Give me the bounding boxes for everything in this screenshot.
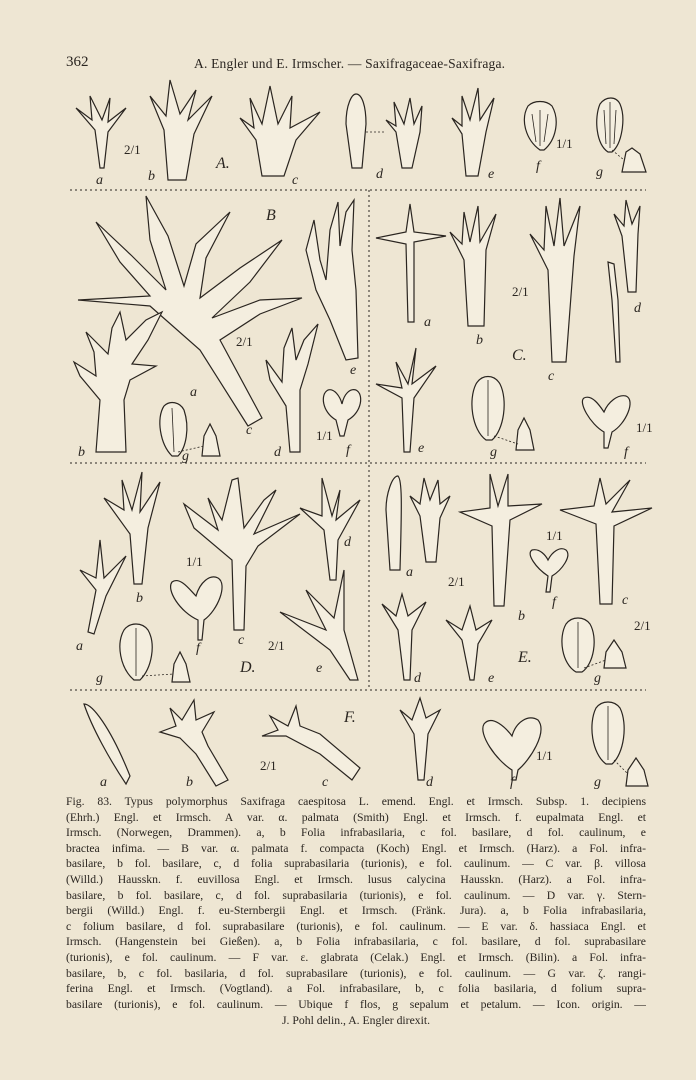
item-label: b: [186, 775, 193, 790]
item-label: a: [190, 385, 197, 400]
scale-label: 1/1: [536, 748, 553, 763]
item-label: c: [548, 369, 555, 384]
panel-d-drawings: [80, 472, 360, 682]
item-label: f: [536, 159, 540, 174]
item-label: e: [418, 441, 425, 456]
item-label: f: [552, 595, 556, 610]
scale-label: 2/1: [634, 618, 651, 633]
item-label: g: [594, 775, 601, 790]
item-label: b: [148, 169, 155, 184]
item-label: g: [594, 671, 601, 686]
scale-label: 2/1: [512, 284, 529, 299]
caption-line: basilare, b, c fol. basilaria, d fol. suprabasilare (turionis), e fol. caulinum. — G var. ζ. rangi-: [66, 966, 646, 980]
caption-line: (Willd.) Hausskn. f. euvillosa Engl. et Irmsch. lusus calycina Hausskn. (Harz). a Fol. infra-: [66, 872, 646, 886]
label-group-a: A.: [216, 155, 230, 172]
label-group-d: D.: [240, 659, 256, 676]
item-label: a: [406, 565, 413, 580]
item-label: d: [344, 535, 351, 550]
item-label: g: [182, 449, 189, 464]
scale-label: 2/1: [268, 638, 285, 653]
figure-caption: [66, 794, 646, 1029]
item-label: a: [96, 173, 103, 188]
item-label: d: [414, 671, 421, 686]
page-number: 362: [66, 54, 89, 70]
item-label: a: [100, 775, 107, 790]
scale-label: 1/1: [556, 136, 573, 151]
caption-line: c folium basilare, d fol. suprabasilare (turionis), e fol. caulinum. — E var. δ. hassiaca Engl. et: [66, 919, 646, 933]
caption-line: bergii (Willd.) Engl. f. eu-Sternbergii Engl. et Irmsch. (Fränk. Jura). a, b Folia infrabasilaria,: [66, 904, 646, 918]
label-group-f: F.: [344, 709, 356, 726]
item-label: f: [196, 641, 200, 656]
item-label: c: [246, 423, 253, 438]
caption-line: (Ehrh.) Engl. et Irmsch. A var. α. palmata (Smith) Engl. et Irmsch. f. eupalmata Engl. et: [66, 810, 646, 824]
caption-line: Irmsch. (Norwegen, Drammen). a, b Folia infrabasilaria, c fol. basilare, d fol. caulinum, e: [66, 826, 646, 840]
item-label: a: [424, 315, 431, 330]
scale-label: 2/1: [124, 142, 141, 157]
item-label: f: [510, 775, 514, 790]
item-label: c: [622, 593, 629, 608]
item-label: e: [488, 671, 495, 686]
caption-line: bractea infima. — B var. α. palmata f. compacta (Koch) Engl. et Irmsch. (Harz). a Fol. infra-: [66, 841, 646, 855]
item-label: b: [476, 333, 483, 348]
scale-label: 1/1: [636, 420, 653, 435]
caption-line: Irmsch. (Hangenstein bei Gießen). a, b Folia infrabasilaria, c fol. basilare, d fol. suprabasilare: [66, 935, 646, 949]
scale-label: 1/1: [316, 428, 333, 443]
item-label: b: [518, 609, 525, 624]
item-label: a: [76, 639, 83, 654]
scale-label: 2/1: [448, 574, 465, 589]
label-group-c: C.: [512, 347, 527, 364]
panel-b-drawings: [74, 196, 361, 456]
label-group-e: E.: [518, 649, 532, 666]
item-label: e: [316, 661, 323, 676]
item-label: g: [96, 671, 103, 686]
item-label: g: [490, 445, 497, 460]
caption-line: (turionis), e fol. caulinum. — F var. ε. glabrata (Celak.) Engl. et Irmsch. (Bilin). a Fol. infra-: [66, 950, 646, 964]
panel-f-drawings: [84, 698, 648, 786]
item-label: b: [78, 445, 85, 460]
item-label: c: [322, 775, 329, 790]
caption-line: basilare (turionis), e fol. caulinum. — Ubique f flos, g sepalum et petalum. — Icon. origin. —: [66, 997, 646, 1011]
caption-line: basilare, b fol. basilare, c, d fol. suprabasilaria (turionis), e fol. caulinum. — D var. γ. Stern-: [66, 888, 646, 902]
panel-c-drawings: [376, 198, 640, 452]
caption-line: Fig. 83. Typus polymorphus Saxifraga caespitosa L. emend. Engl. et Irmsch. Subsp. 1. decipiens: [66, 795, 646, 808]
panel-e-drawings: [382, 474, 652, 680]
item-label: e: [350, 363, 357, 378]
caption-line: ferina Engl. et Irmsch. (Vogtland). a Fol. infrabasilare, b, c folia basilaria, d folium supra-: [66, 982, 646, 996]
item-label: d: [376, 167, 383, 182]
label-group-b: B: [266, 207, 276, 224]
panel-a-drawings: [76, 80, 646, 180]
item-label: g: [596, 165, 603, 180]
item-label: d: [634, 301, 641, 316]
scale-label: 2/1: [260, 758, 277, 773]
figure-credit: J. Pohl delin., A. Engler direxit.: [281, 1014, 431, 1028]
item-label: f: [624, 445, 628, 460]
item-label: d: [274, 445, 281, 460]
running-head: A. Engler und E. Irmscher. — Saxifragaceae-Saxifraga.: [194, 56, 506, 71]
item-label: c: [292, 173, 299, 188]
item-label: c: [238, 633, 245, 648]
scale-label: 2/1: [236, 334, 253, 349]
item-label: f: [346, 443, 350, 458]
item-label: d: [426, 775, 433, 790]
item-label: e: [488, 167, 495, 182]
scale-label: 1/1: [546, 528, 563, 543]
caption-line: basilare, b fol. basilare, c, d folia suprabasilaria (turionis), e fol. caulinum. — C var. β. villosa: [66, 857, 646, 871]
item-label: b: [136, 591, 143, 606]
scale-label: 1/1: [186, 554, 203, 569]
